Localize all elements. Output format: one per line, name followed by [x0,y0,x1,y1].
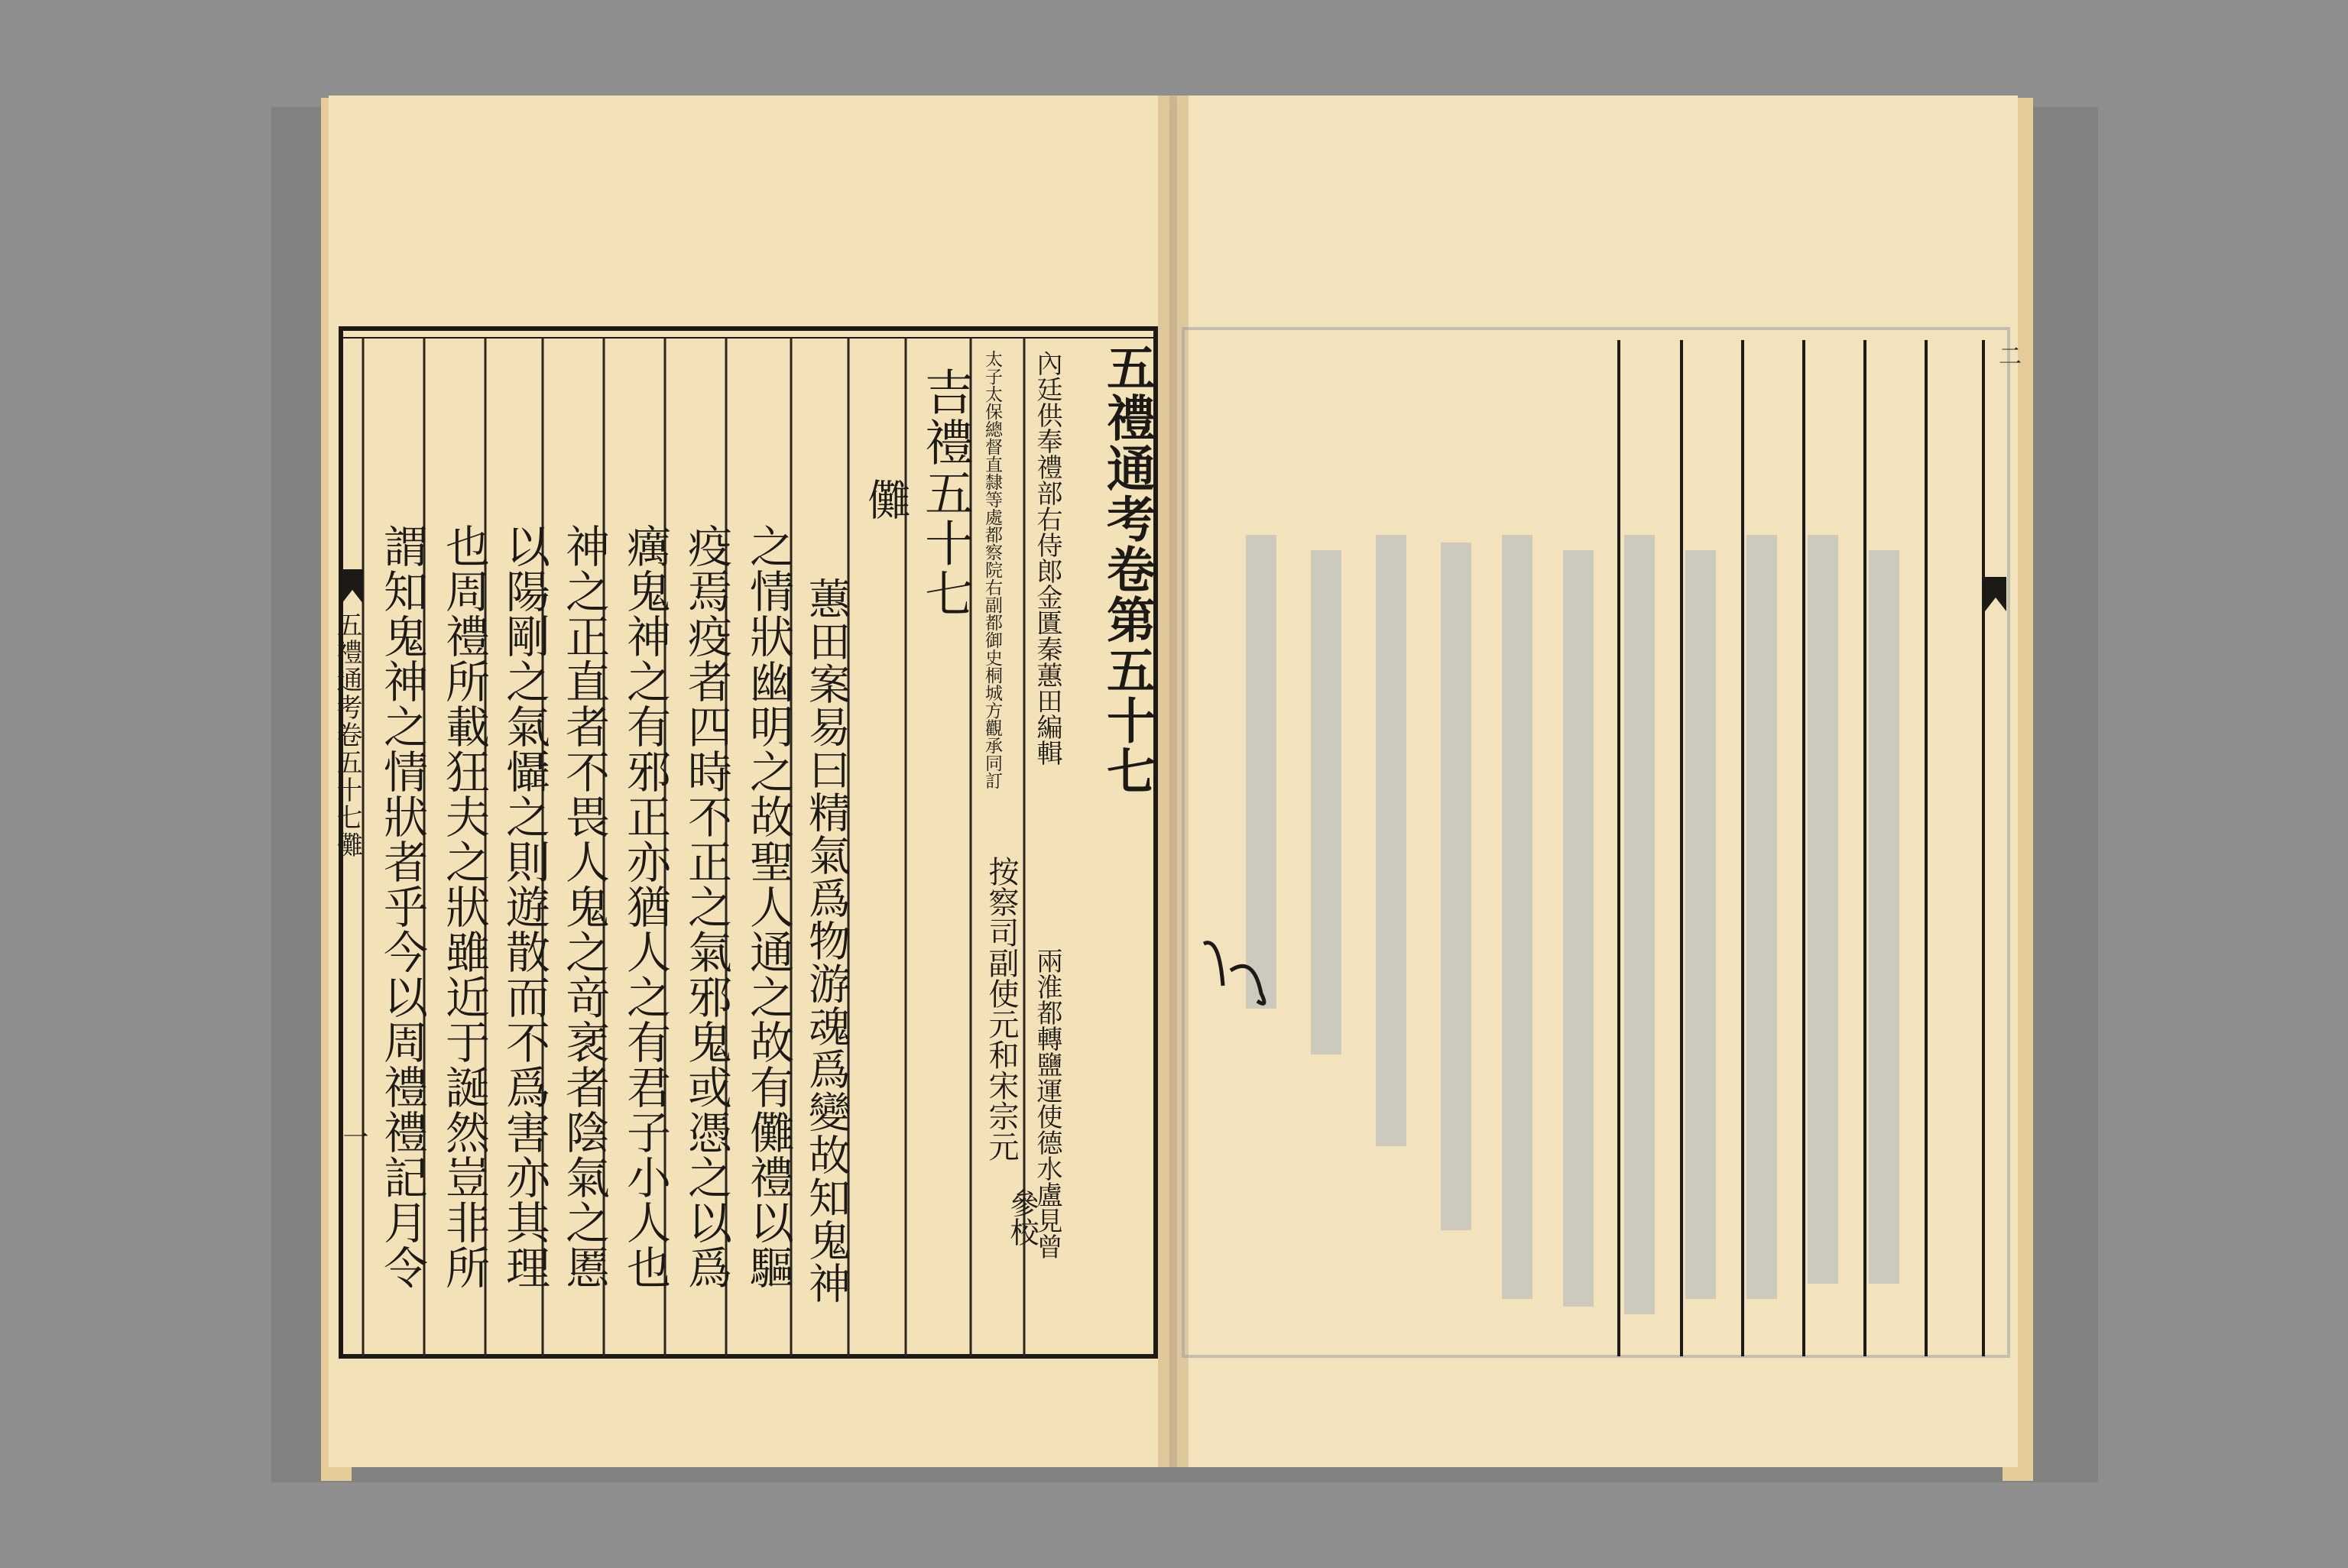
credit-3: 太子太保總督直隸等處都察院右副都御史桐城方觀承同訂 [982,350,1002,789]
credit-2: 兩淮都轉鹽運使德水盧見曾 [1032,948,1062,1259]
subject-heading: 儺 [861,478,910,522]
body-column-4: 癘鬼神之有邪正亦猶人之有君子小人也 [619,523,671,1290]
body-column-8: 謂知鬼神之情狀者乎今以周禮禮記月令 [376,523,428,1290]
body-column-2: 之情狀幽明之故聖人通之故有儺禮以驅 [742,523,794,1290]
body-column-1: 蕙田案易曰精氣爲物游魂爲變故知鬼神 [802,577,851,1304]
body-column-6: 以陽剛之氣懾之則遊散而不爲害亦其理 [498,523,550,1290]
title-line: 五禮通考卷第五十七 [1098,342,1156,796]
body-column-3: 疫焉疫者四時不正之氣邪鬼或憑之以爲 [680,523,732,1290]
margin-label: 五禮通考卷五十七儺 [332,611,362,859]
body-column-7: 也周禮所載狂夫之狀雖近于誕然豈非所 [438,523,490,1290]
margin-page-number: 一 [338,1123,368,1151]
body-column-5: 神之正直者不畏人鬼之竒衺者陰氣之慝 [558,523,610,1290]
section-heading: 吉禮五十七 [916,367,973,619]
credit-4: 按察司副使元和宋宗元 [984,856,1019,1161]
credit-5: 參校 [1005,1188,1039,1246]
right-page-mark: 二 [1994,344,2021,368]
credit-1: 內廷供奉禮部右侍郎金匱秦蕙田編輯 [1032,350,1062,766]
